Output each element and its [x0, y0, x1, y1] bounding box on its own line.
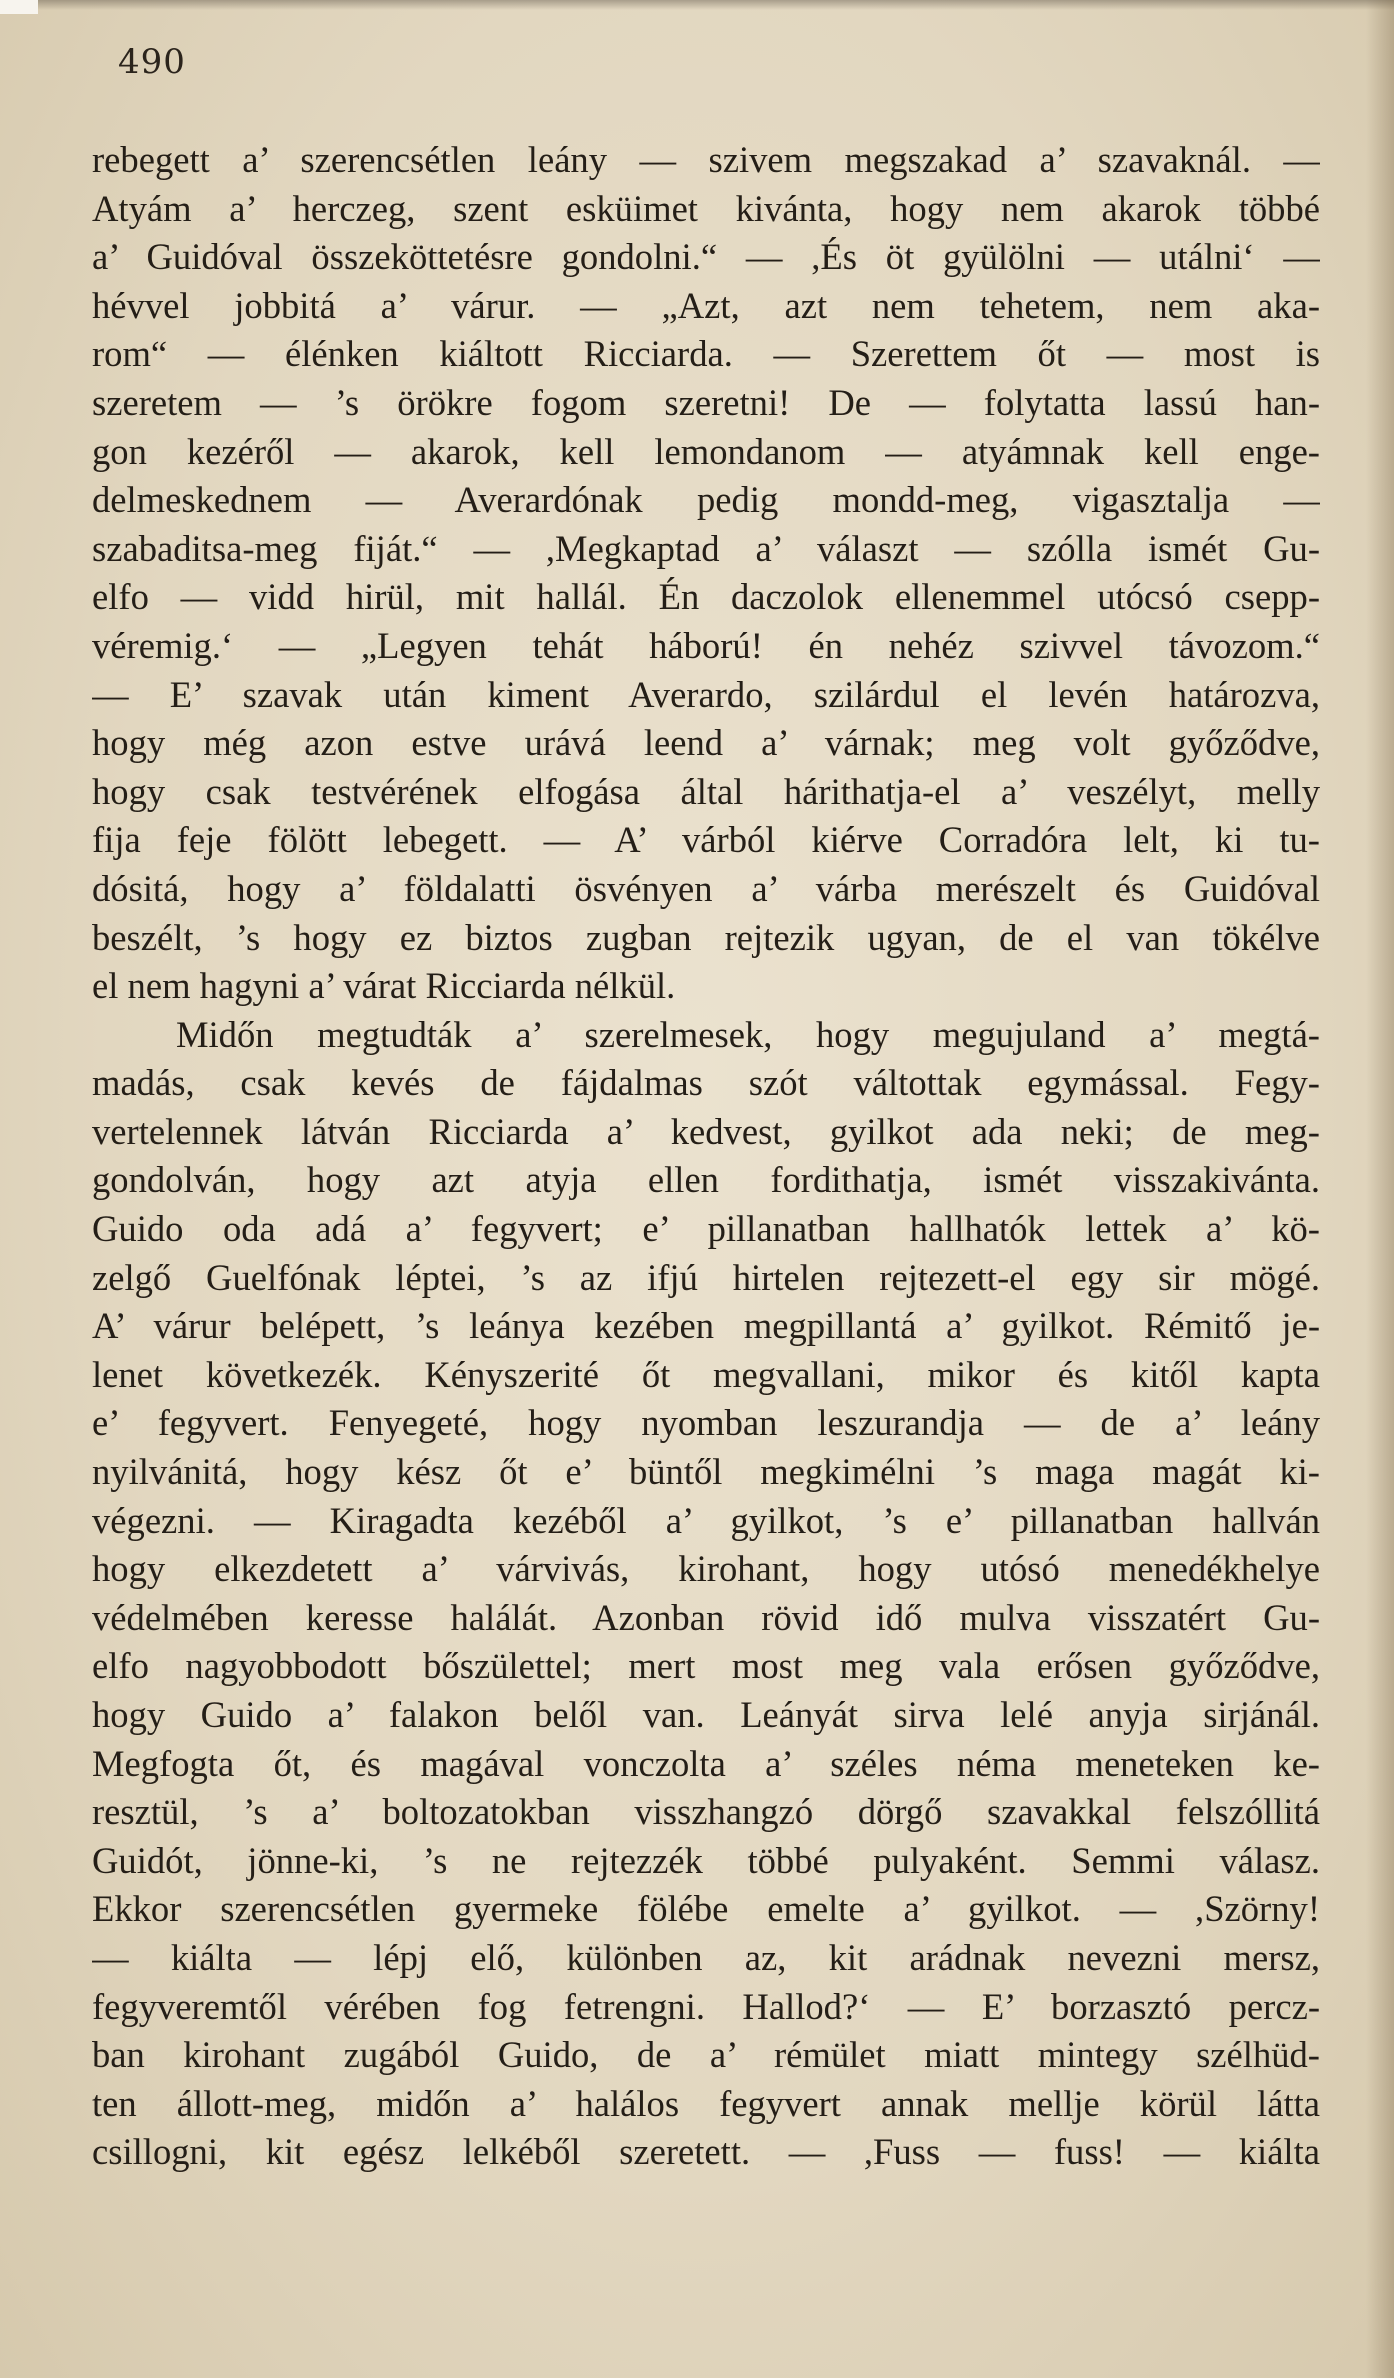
text-line: el nem hagyni a’ várat Ricciarda nélkül.	[92, 965, 676, 1007]
text-line: Ekkor szerencsétlen gyermeke fölébe emelte a’ gyilkot. — ,Szörny!	[92, 1888, 1320, 1930]
text-line: hévvel jobbitá a’ várur. — „Azt, azt nem tehetem, nem aka-	[92, 284, 1320, 326]
body-text	[92, 136, 1320, 2177]
text-line: lenet következék. Kényszerité őt megvallani, mikor és kitől kapta	[92, 1353, 1320, 1395]
text-line: zelgő Guelfónak léptei, ’s az ifjú hirtelen rejtezett-el egy sir mögé.	[92, 1256, 1320, 1298]
text-line: védelmében keresse halálát. Azonban rövid idő mulva visszatért Gu-	[92, 1596, 1320, 1638]
text-line: madás, csak kevés de fájdalmas szót váltottak egymással. Fegy-	[92, 1062, 1320, 1104]
text-line: Atyám a’ herczeg, szent esküimet kivánta, hogy nem akarok többé	[92, 187, 1320, 229]
text-line: szabaditsa-meg fiját.“ — ,Megkaptad a’ választ — szólla ismét Gu-	[92, 527, 1320, 569]
text-line: rom“ — élénken kiáltott Ricciarda. — Szerettem őt — most is	[92, 333, 1320, 375]
text-line: Guido oda adá a’ fegyvert; e’ pillanatban hallhatók lettek a’ kö-	[92, 1208, 1320, 1250]
text-line: Megfogta őt, és magával vonczolta a’ széles néma meneteken ke-	[92, 1742, 1320, 1784]
text-line: végezni. — Kiragadta kezéből a’ gyilkot, ’s e’ pillanatban hallván	[92, 1499, 1320, 1541]
text-line: Midőn megtudták a’ szerelmesek, hogy megujuland a’ megtá-	[176, 1013, 1320, 1055]
text-line: csillogni, kit egész lelkéből szeretett. — ,Fuss — fuss! — kiálta	[92, 2131, 1320, 2173]
text-line: ban kirohant zugából Guido, de a’ rémület miatt mintegy szélhüd-	[92, 2034, 1320, 2076]
text-line: elfo nagyobbodott bőszülettel; mert most meg vala erősen győződve,	[92, 1645, 1320, 1687]
text-line: véremig.‘ — „Legyen tehát háború! én nehéz szivvel távozom.“	[92, 624, 1320, 666]
text-line: e’ fegyvert. Fenyegeté, hogy nyomban leszurandja — de a’ leány	[92, 1402, 1320, 1444]
text-line: nyilvánitá, hogy kész őt e’ büntől megkimélni ’s maga magát ki-	[92, 1451, 1320, 1493]
text-line: resztül, ’s a’ boltozatokban visszhangzó dörgő szavakkal felszóllitá	[92, 1791, 1320, 1833]
text-line: fija feje fölött lebegett. — A’ várból kiérve Corradóra lelt, ki tu-	[92, 819, 1320, 861]
text-line: hogy még azon estve urává leend a’ várnak; meg volt győződve,	[92, 722, 1320, 764]
text-line: ten állott-meg, midőn a’ halálos fegyvert annak mellje körül látta	[92, 2082, 1320, 2124]
gutter-shadow	[1366, 0, 1394, 2378]
text-line: gondolván, hogy azt atyja ellen fordithatja, ismét visszakivánta.	[92, 1159, 1320, 1201]
text-line: A’ várur belépett, ’s leánya kezében megpillantá a’ gyilkot. Rémitő je-	[92, 1305, 1320, 1347]
text-line: beszélt, ’s hogy ez biztos zugban rejtezik ugyan, de el van tökélve	[92, 916, 1320, 958]
text-line: delmeskednem — Averardónak pedig mondd-meg, vigasztalja —	[92, 479, 1320, 521]
text-line: hogy elkezdetett a’ várvivás, kirohant, hogy utósó menedékhelye	[92, 1548, 1320, 1590]
text-line: fegyveremtől vérében fog fetrengni. Hallod?‘ — E’ borzasztó percz-	[92, 1985, 1320, 2027]
text-line: hogy Guido a’ falakon belől van. Leányát sirva lelé anyja sirjánál.	[92, 1694, 1320, 1735]
text-line: rebegett a’ szerencsétlen leány — szivem megszakad a’ szavaknál. —	[92, 139, 1320, 180]
page-number: 490	[118, 42, 186, 82]
corner-mark	[0, 0, 38, 14]
text-line: a’ Guidóval összeköttetésre gondolni.“ — ,És öt gyülölni — utálni‘ —	[92, 236, 1320, 278]
text-line: Guidót, jönne-ki, ’s ne rejtezzék többé pulyaként. Semmi válasz.	[92, 1839, 1320, 1881]
text-line: — kiálta — lépj elő, különben az, kit arádnak nevezni mersz,	[92, 1936, 1320, 1978]
page-top-edge	[0, 0, 1394, 10]
text-line: — E’ szavak után kiment Averardo, szilárdul el levén határozva,	[92, 673, 1320, 715]
text-line: gon kezéről — akarok, kell lemondanom — atyámnak kell enge-	[92, 430, 1320, 472]
text-line: dósitá, hogy a’ földalatti ösvényen a’ várba merészelt és Guidóval	[92, 867, 1320, 909]
text-line: vertelennek látván Ricciarda a’ kedvest, gyilkot ada neki; de meg-	[92, 1110, 1320, 1152]
text-line: hogy csak testvérének elfogása által hárithatja-el a’ veszélyt, melly	[92, 770, 1320, 812]
text-line: szeretem — ’s örökre fogom szeretni! De — folytatta lassú han-	[92, 381, 1320, 423]
text-line: elfo — vidd hirül, mit hallál. Én daczolok ellenemmel utócsó csepp-	[92, 576, 1320, 618]
